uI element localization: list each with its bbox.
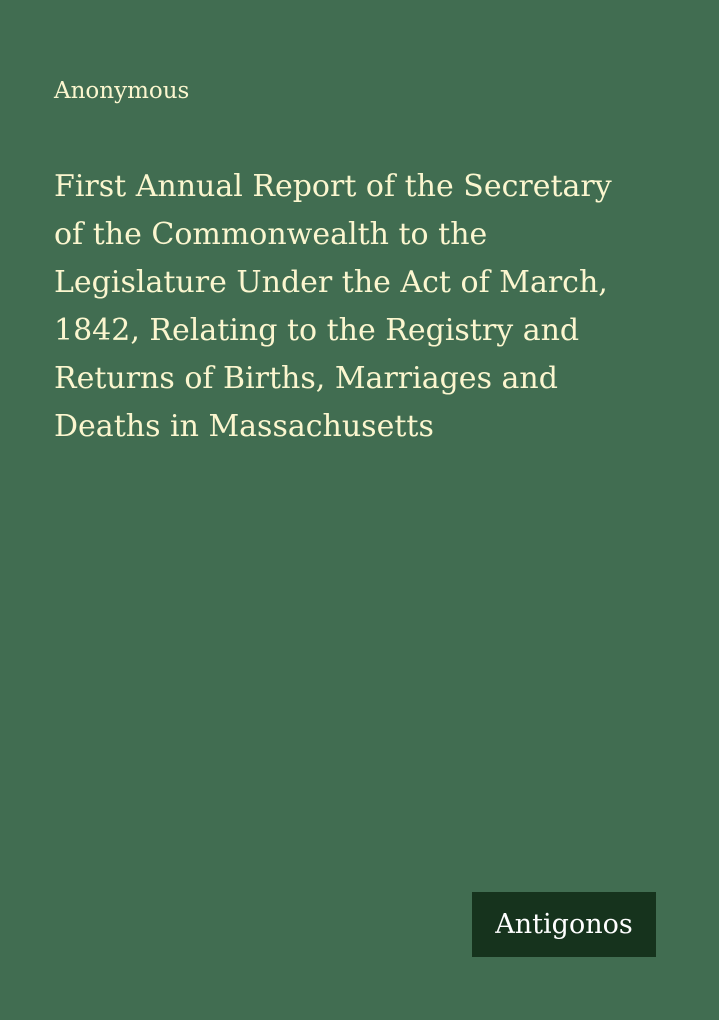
title-line: of the Commonwealth to the — [54, 217, 488, 252]
title-line: Returns of Births, Marriages and — [54, 361, 558, 396]
author-name: Anonymous — [54, 78, 190, 104]
publisher-badge: Antigonos — [472, 892, 656, 957]
title-line: Deaths in Massachusetts — [54, 409, 434, 444]
title-line: Legislature Under the Act of March, — [54, 265, 608, 300]
title-line: 1842, Relating to the Registry and — [54, 313, 580, 348]
book-title — [54, 163, 664, 451]
title-line: First Annual Report of the Secretary — [54, 169, 612, 204]
